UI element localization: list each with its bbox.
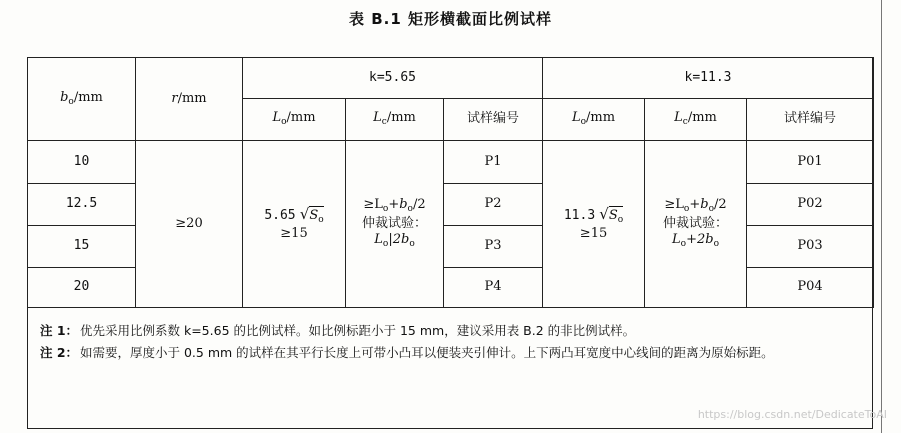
g1-specimen-cell: P4 <box>444 268 543 308</box>
note-text: 如需要，厚度小于 0.5 mm 的试样在其平行长度上可带小凸耳以便装夹引伸计。上下两凸耳宽度中心线间的距离为原始标距。 <box>80 344 774 360</box>
g1-L0-cell: 5.65 $√S_o$ ≥15 <box>243 141 346 308</box>
g2-Lc-cell: $\ge L_o+b_o/2$ 仲裁试验： $L_o+2b_o$ <box>645 141 747 308</box>
header-g1-L0: $L_o/mm$ <box>243 99 346 141</box>
header-g2-Lc: $L_c/mm$ <box>645 99 747 141</box>
r-cell: ≥20 <box>136 141 243 308</box>
page-margin-rule <box>881 0 882 433</box>
b0-cell: 12.5 <box>28 184 136 226</box>
watermark: https://blog.csdn.net/DedicateToAI <box>697 408 887 421</box>
header-k-5-65: k=5.65 <box>243 58 543 99</box>
b0-cell: 15 <box>28 226 136 268</box>
g2-specimen-cell: P03 <box>747 226 874 268</box>
note-2 <box>40 342 870 364</box>
g1-specimen-cell: P3 <box>444 226 543 268</box>
header-g1-Lc: $L_c/mm$ <box>346 99 444 141</box>
g2-L0-cell: 11.3 $√S_o$ ≥15 <box>543 141 645 308</box>
note-text: 优先采用比例系数 k=5.65 的比例试样。如比例标距小于 15 mm，建议采用表 B.2 的非比例试样。 <box>80 323 636 338</box>
header-g2-L0: $L_o/mm$ <box>543 99 645 141</box>
g2-specimen-cell: P04 <box>747 268 874 308</box>
note-label: 注 1： <box>40 323 79 338</box>
g2-specimen-cell: P02 <box>747 184 874 226</box>
header-g1-specimen-no: 试样编号 <box>444 99 543 141</box>
notes-block <box>40 320 870 364</box>
table-frame <box>27 57 873 429</box>
g1-specimen-cell: P1 <box>444 141 543 184</box>
g1-Lc-cell: $\ge L_o+b_o/2$ 仲裁试验： $L_o|2b_o$ <box>346 141 444 308</box>
header-g2-specimen-no: 试样编号 <box>747 99 874 141</box>
header-k-11-3: k=11.3 <box>543 58 874 99</box>
header-r: r/mm <box>136 58 243 141</box>
b0-cell: 10 <box>28 141 136 184</box>
b0-cell: 20 <box>28 268 136 308</box>
header-b0: $b_o/mm$ <box>28 58 136 141</box>
table-title: 表 B.1 矩形横截面比例试样 <box>348 10 552 28</box>
g2-specimen-cell: P01 <box>747 141 874 184</box>
g1-specimen-cell: P2 <box>444 184 543 226</box>
note-1 <box>40 320 870 342</box>
note-label: 注 2： <box>40 344 79 360</box>
